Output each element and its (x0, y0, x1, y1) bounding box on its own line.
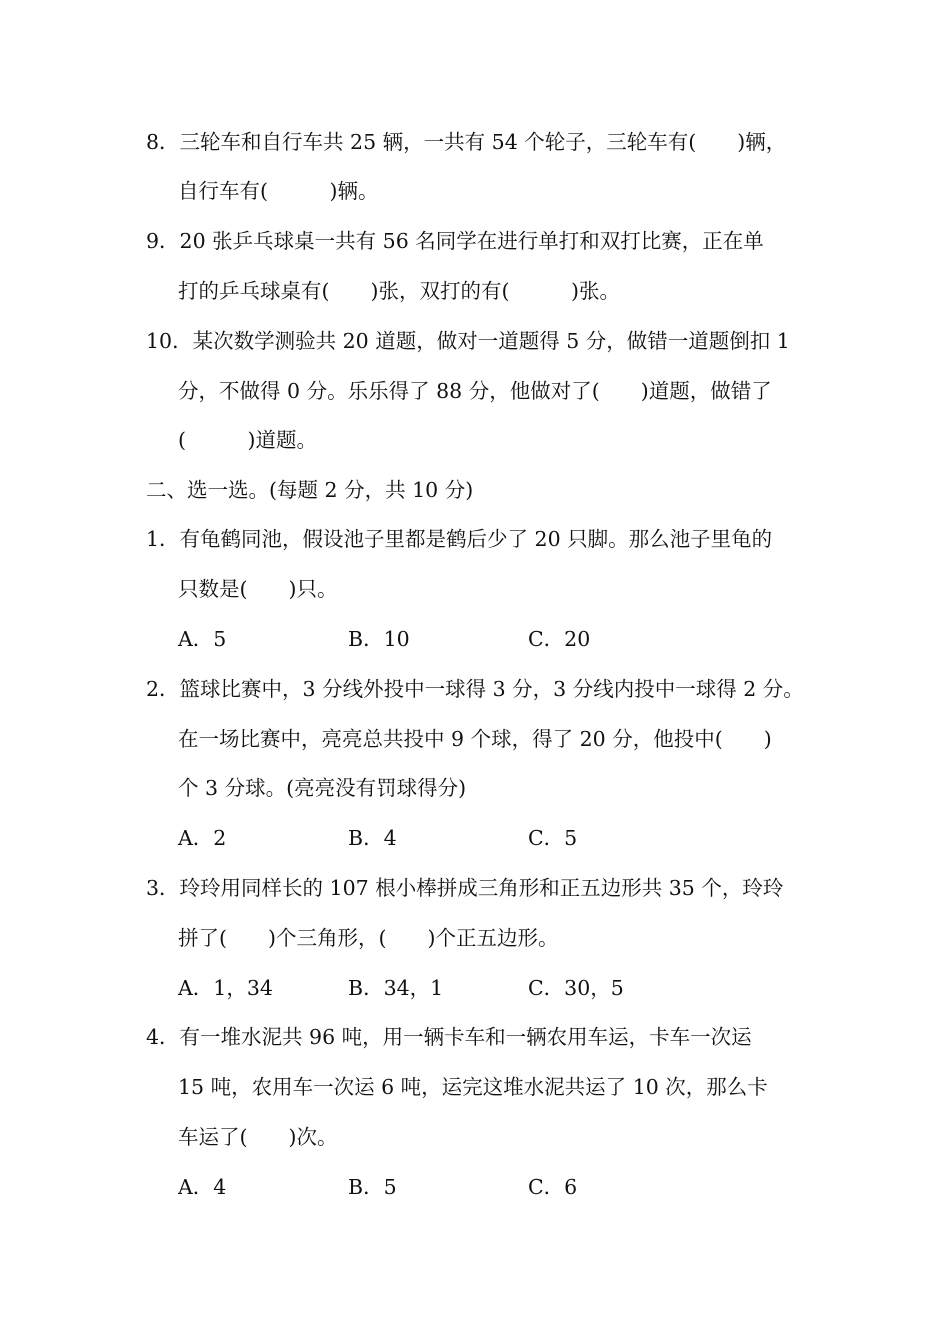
choice-q1-line-1: 1．有龟鹤同池，假设池子里都是鹤后少了 20 只脚。那么池子里龟的 (146, 527, 773, 551)
choice-q2-line-1: 2．篮球比赛中，3 分线外投中一球得 3 分，3 分线内投中一球得 2 分。 (146, 677, 804, 701)
choice-q2-option-a: A．2 (178, 826, 227, 850)
choice-q4-line-1: 4．有一堆水泥共 96 吨，用一辆卡车和一辆农用车运，卡车一次运 (146, 1025, 752, 1049)
choice-q2-option-c: C．5 (528, 826, 578, 850)
q10-line-2: 分，不做得 0 分。乐乐得了 88 分，他做对了( )道题，做错了 (178, 379, 772, 403)
choice-q4-option-c: C．6 (528, 1175, 578, 1199)
choice-q1-option-c: C．20 (528, 627, 591, 651)
choice-q3-option-c: C．30，5 (528, 976, 624, 1000)
choice-q1-line-2: 只数是( )只。 (178, 577, 338, 601)
q9-line-1: 9．20 张乒乓球桌一共有 56 名同学在进行单打和双打比赛，正在单 (146, 229, 764, 253)
choice-q3-option-b: B．34，1 (348, 976, 444, 1000)
q8-line-2: 自行车有( )辆。 (178, 179, 379, 203)
q9-line-2: 打的乒乓球桌有( )张，双打的有( )张。 (178, 279, 620, 303)
q10-line-3: ( )道题。 (178, 428, 317, 452)
choice-q2-line-2: 在一场比赛中，亮亮总共投中 9 个球，得了 20 分，他投中( ) (178, 727, 772, 751)
section-heading: 二、选一选。(每题 2 分，共 10 分) (146, 478, 474, 502)
choice-q3-option-a: A．1，34 (178, 976, 273, 1000)
choice-q4-option-a: A．4 (178, 1175, 227, 1199)
choice-q3-line-1: 3．玲玲用同样长的 107 根小棒拼成三角形和正五边形共 35 个，玲玲 (146, 876, 784, 900)
q8-line-1: 8．三轮车和自行车共 25 辆，一共有 54 个轮子，三轮车有( )辆， (146, 130, 787, 154)
choice-q3-line-2: 拼了( )个三角形，( )个正五边形。 (178, 926, 559, 950)
choice-q1-option-b: B．10 (348, 627, 410, 651)
choice-q2-line-3: 个 3 分球。(亮亮没有罚球得分) (178, 776, 467, 800)
choice-q4-option-b: B．5 (348, 1175, 397, 1199)
choice-q4-line-3: 车运了( )次。 (178, 1125, 338, 1149)
q10-line-1: 10．某次数学测验共 20 道题，做对一道题得 5 分，做错一道题倒扣 1 (146, 329, 790, 353)
choice-q2-option-b: B．4 (348, 826, 397, 850)
choice-q1-option-a: A．5 (178, 627, 227, 651)
choice-q4-line-2: 15 吨，农用车一次运 6 吨，运完这堆水泥共运了 10 次，那么卡 (178, 1075, 768, 1099)
